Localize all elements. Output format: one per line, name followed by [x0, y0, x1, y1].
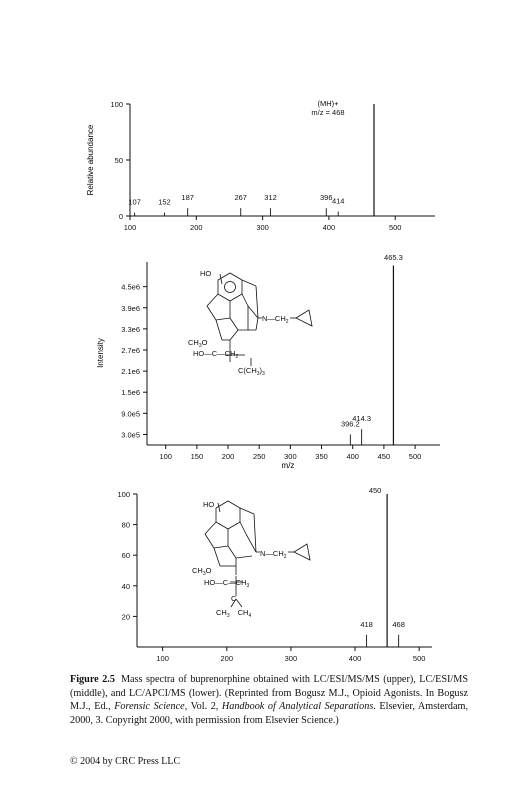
y-tick-label: 2.7e6 — [121, 345, 140, 355]
structure-label-ho-2: $HO—C—CH_3$ — [204, 578, 250, 589]
caption-italic-2: Handbook of Analytical Separations — [221, 701, 374, 713]
x-tick-label: 500 — [412, 654, 426, 663]
peak-label: m/z = 468 — [311, 108, 345, 117]
peak-label: 267 — [234, 193, 247, 203]
middle-spectrum-chart — [96, 253, 440, 470]
peak-label: 396 — [320, 193, 333, 203]
caption-italic-1: Forensic Science — [114, 701, 185, 713]
y-tick-label: 3.0e5 — [121, 430, 140, 440]
y-tick-label: 1.5e6 — [121, 388, 140, 398]
lower-spectrum-chart — [117, 486, 432, 663]
x-tick-label: 300 — [284, 654, 298, 663]
peak-label: 396.2 — [340, 419, 360, 429]
x-tick-label: 200 — [221, 452, 235, 461]
caption-text-1: Mass spectra of buprenorphine obtained with LC/ESI/MS/MS (upper), LC/ESI/MS (middle), and LC/APCI/MS (lower). (Reprinted from Bogusz M.J., Opioid Agonists. In Bogusz M.J., Ed., — [70, 674, 468, 713]
peak-label: 468 — [392, 619, 405, 629]
x-tick-label: 400 — [322, 223, 336, 232]
structure-label-och3-2: $CH_3O$ — [192, 566, 212, 577]
x-tick-label: 200 — [190, 223, 203, 232]
y-tick-label: 40 — [121, 581, 130, 591]
x-tick-label: 350 — [315, 452, 328, 461]
y-tick-label: 100 — [117, 490, 130, 499]
x-tick-label: 450 — [377, 452, 391, 461]
x-tick-label: 500 — [408, 452, 422, 461]
y-tick-label: 4.5e6 — [121, 282, 140, 292]
peak-label: 418 — [360, 619, 373, 629]
peak-label: 107 — [128, 197, 141, 207]
structure-label-n-2: $N—CH_2$ — [260, 549, 287, 560]
y-tick-label: 0 — [118, 212, 123, 221]
copyright-notice: © 2004 by CRC Press LLC — [70, 756, 181, 767]
y-tick-label: 9.0e5 — [121, 409, 140, 419]
x-tick-label: 400 — [348, 654, 362, 663]
peak-label: 312 — [264, 193, 277, 203]
y-tick-label: 3.9e6 — [121, 303, 140, 313]
x-tick-label: 500 — [388, 223, 402, 232]
x-tick-label: 100 — [156, 654, 169, 663]
y-tick-label: 100 — [110, 100, 123, 109]
y-tick-label: 3.3e6 — [121, 324, 140, 334]
structure-label-ho-1: $HO—C—CH_2$ — [193, 349, 239, 360]
y-tick-label: 2.1e6 — [121, 367, 140, 377]
structure-label-n-1: $N—CH_2$ — [262, 314, 289, 325]
structure-label-ch3-ch4-2: $CH_3$ $CH_4$ — [216, 608, 252, 619]
peak-label: (MH)+ — [317, 99, 339, 108]
y-axis-label: Relative abundance — [86, 124, 95, 196]
peak-label: 414.3 — [352, 414, 372, 424]
x-tick-label: 400 — [346, 452, 359, 461]
structure-label-c-2: C — [231, 594, 237, 603]
structure-label-oh-2: HO — [203, 500, 215, 509]
x-tick-label: 200 — [220, 654, 234, 663]
buprenorphine-structure-lower — [205, 501, 310, 607]
peak-label: 450 — [368, 486, 382, 495]
peak-label: 187 — [181, 193, 194, 203]
caption-text-2: , Vol. 2, — [184, 701, 222, 713]
structure-label-tbu-1: $C(CH_3)_3$ — [238, 366, 265, 377]
peak-label: 152 — [158, 197, 171, 207]
peak-label: 465.3 — [384, 253, 403, 262]
y-axis-label: Intensity — [96, 338, 105, 368]
structure-label-och3-1: $CH_3O$ — [188, 338, 208, 349]
structure-label-oh-1: HO — [200, 269, 212, 278]
x-tick-label: 250 — [252, 452, 266, 461]
upper-spectrum-chart — [86, 99, 435, 232]
figure-number: Figure 2.5 — [70, 674, 115, 685]
x-axis-label: m/z — [281, 461, 295, 470]
y-tick-label: 60 — [121, 551, 130, 561]
y-tick-label: 20 — [121, 612, 130, 622]
x-tick-label: 300 — [284, 452, 297, 461]
y-tick-label: 80 — [121, 520, 130, 530]
peak-label: 414 — [331, 196, 345, 206]
x-tick-label: 100 — [123, 223, 137, 232]
figure-caption — [70, 673, 468, 727]
x-tick-label: 100 — [159, 452, 172, 461]
caption-text-3: . Elsevier, Amsterdam, 2000, 3. Copyright 2000, with permission from Elsevier Science.) — [70, 701, 468, 726]
x-tick-label: 150 — [190, 452, 204, 461]
x-tick-label: 300 — [256, 223, 269, 232]
y-tick-label: 50 — [114, 156, 123, 165]
